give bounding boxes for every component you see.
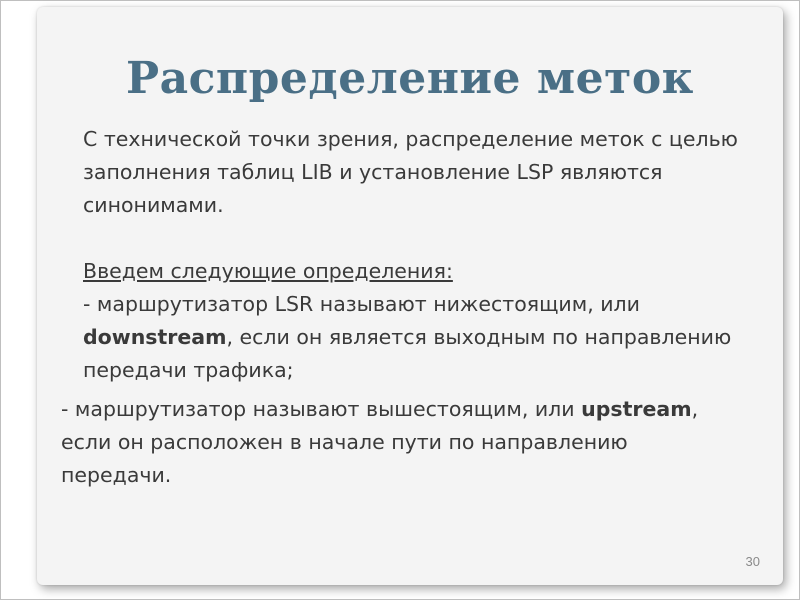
slide-body: [61, 123, 741, 492]
slide: [37, 7, 783, 585]
definition-downstream-prefix: - маршрутизатор LSR называют нижестоящим, или: [83, 292, 640, 316]
page-number: 30: [745, 554, 760, 569]
definitions-heading-text: Введем следующие определения:: [83, 259, 453, 283]
definitions-heading: [61, 255, 741, 288]
paragraph-gap: [61, 222, 741, 255]
definition-upstream-suffix: , если он расположен в начале пути по направлению передачи.: [61, 397, 699, 487]
term-upstream: upstream: [581, 397, 692, 421]
definition-upstream: [61, 393, 741, 492]
intro-paragraph: С технической точки зрения, распределение меток с целью заполнения таблиц LIB и установление LSP являются синонимами.: [83, 127, 738, 217]
term-downstream: downstream: [83, 325, 227, 349]
definition-downstream: [61, 288, 741, 387]
definition-upstream-prefix: - маршрутизатор называют вышестоящим, или: [61, 397, 582, 421]
definition-downstream-suffix: , если он является выходным по направлению передачи трафика;: [83, 325, 732, 382]
slide-title: Распределение меток: [126, 53, 694, 104]
